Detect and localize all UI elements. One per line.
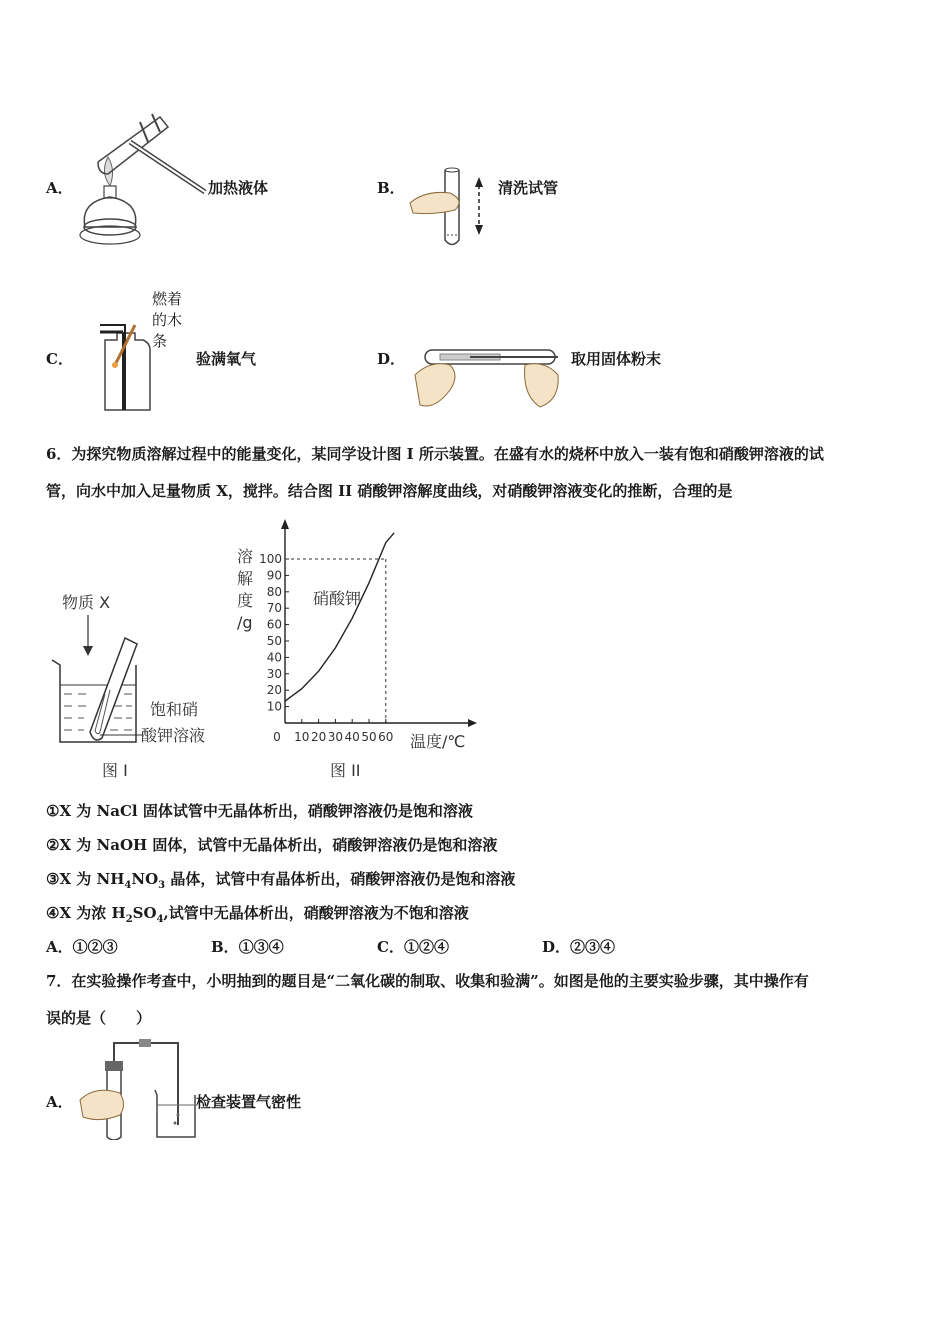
x-tick-label: 40: [344, 730, 360, 744]
q5-option-d-label: 取用固体粉末: [571, 350, 662, 368]
q5-option-c-letter: C．: [46, 350, 73, 368]
q5-option-a-letter: A．: [46, 179, 73, 197]
solution-label-2: 酸钾溶液: [141, 726, 206, 745]
q5-option-a-label: 加热液体: [208, 179, 269, 197]
x-axis-arrow: [468, 719, 477, 727]
solution-label-1: 饱和硝: [150, 700, 199, 719]
powder-sampling-figure: [410, 335, 565, 415]
substance-x-label: 物质 X: [62, 593, 111, 612]
y-axis-label: [237, 546, 253, 634]
x-tick-label: 0: [273, 730, 281, 744]
statement-4: ④X 为浓 $H_2SO_4$,试管中无晶体析出，硝酸钾溶液为不饱和溶液: [46, 904, 469, 925]
q5-option-c-label: 验满氧气: [196, 350, 257, 368]
annot-line-2: 的木: [152, 311, 183, 329]
x-tick-label: 50: [361, 730, 377, 744]
statement-2: ②X 为 NaOH 固体，试管中无晶体析出，硝酸钾溶液仍是饱和溶液: [46, 836, 498, 854]
q5-option-d-letter: D．: [377, 350, 406, 368]
y-tick-label: 10: [266, 699, 282, 714]
airtightness-check-figure: [75, 1035, 200, 1140]
q7-line-2: 误的是（ ）: [46, 1009, 152, 1027]
q7-option-a-letter: A．: [46, 1093, 73, 1111]
annot-line-1: 燃着: [152, 290, 183, 308]
y-axis-arrow: [281, 519, 289, 529]
q6-line-1: 6．为探究物质溶解过程中的能量变化，某同学设计图 I 所示装置。在盛有水的烧杯中放入一装有饱和硝酸钾溶液的试: [46, 445, 824, 463]
y-label-char-1: 溶: [237, 547, 254, 566]
q5-option-b-label: 清洗试管: [498, 179, 559, 197]
x-axis-label: 温度/℃: [410, 732, 466, 751]
solution-leader-line: [100, 725, 145, 745]
q6-choice-d[interactable]: D．②③④: [542, 938, 616, 956]
y-label-char-4: /g: [237, 613, 253, 632]
q6-line-2: 管，向水中加入足量物质 X，搅拌。结合图 II 硝酸钾溶解度曲线，对硝酸钾溶液变化的推断，合理的是: [46, 482, 733, 500]
q6-choice-a[interactable]: A．①②③: [46, 938, 118, 956]
y-tick-label: 70: [266, 601, 282, 616]
oxygen-test-figure: [95, 305, 155, 415]
solubility-chart: [255, 515, 480, 755]
y-tick-label: 40: [266, 650, 282, 665]
kno3-curve: [285, 533, 394, 701]
statement-1: ①X 为 NaCl 固体试管中无晶体析出，硝酸钾溶液仍是饱和溶液: [46, 802, 473, 820]
annot-line-3: 条: [152, 332, 168, 350]
q6-choice-b[interactable]: B．①③④: [211, 938, 284, 956]
x-tick-label: 60: [378, 730, 394, 744]
y-tick-label: 100: [259, 552, 282, 566]
y-tick-label: 50: [266, 634, 282, 648]
q7-option-a-label: 检查装置气密性: [196, 1093, 302, 1111]
statement-3: ③X 为 $NH_4NO_3$ 晶体，试管中有晶体析出，硝酸钾溶液仍是饱和溶液: [46, 870, 516, 891]
q6-choice-c[interactable]: C．①②④: [377, 938, 449, 956]
figure-1-caption: 图 I: [102, 761, 128, 780]
y-label-char-2: 解: [237, 569, 254, 588]
y-label-char-3: 度: [237, 591, 254, 610]
burning-stick-annotation: [152, 289, 182, 352]
x-tick-label: 20: [310, 730, 327, 744]
q7-line-1: 7．在实验操作考查中，小明抽到的题目是“二氧化碳的制取、收集和验满”。如图是他的主要实验步骤，其中操作有: [46, 972, 809, 990]
x-tick-label: 30: [327, 730, 344, 744]
washing-tube-figure: [405, 165, 495, 255]
y-tick-label: 20: [266, 683, 282, 698]
x-tick-label: 10: [294, 730, 310, 744]
y-tick-label: 80: [266, 584, 282, 599]
y-tick-label: 30: [266, 666, 282, 681]
curve-label: 硝酸钾: [313, 589, 362, 608]
y-tick-label: 90: [266, 568, 282, 583]
heating-liquid-figure: [70, 102, 210, 252]
q5-option-b-letter: B．: [377, 179, 405, 197]
y-tick-label: 60: [266, 617, 282, 632]
figure-2-caption: 图 II: [330, 761, 361, 780]
